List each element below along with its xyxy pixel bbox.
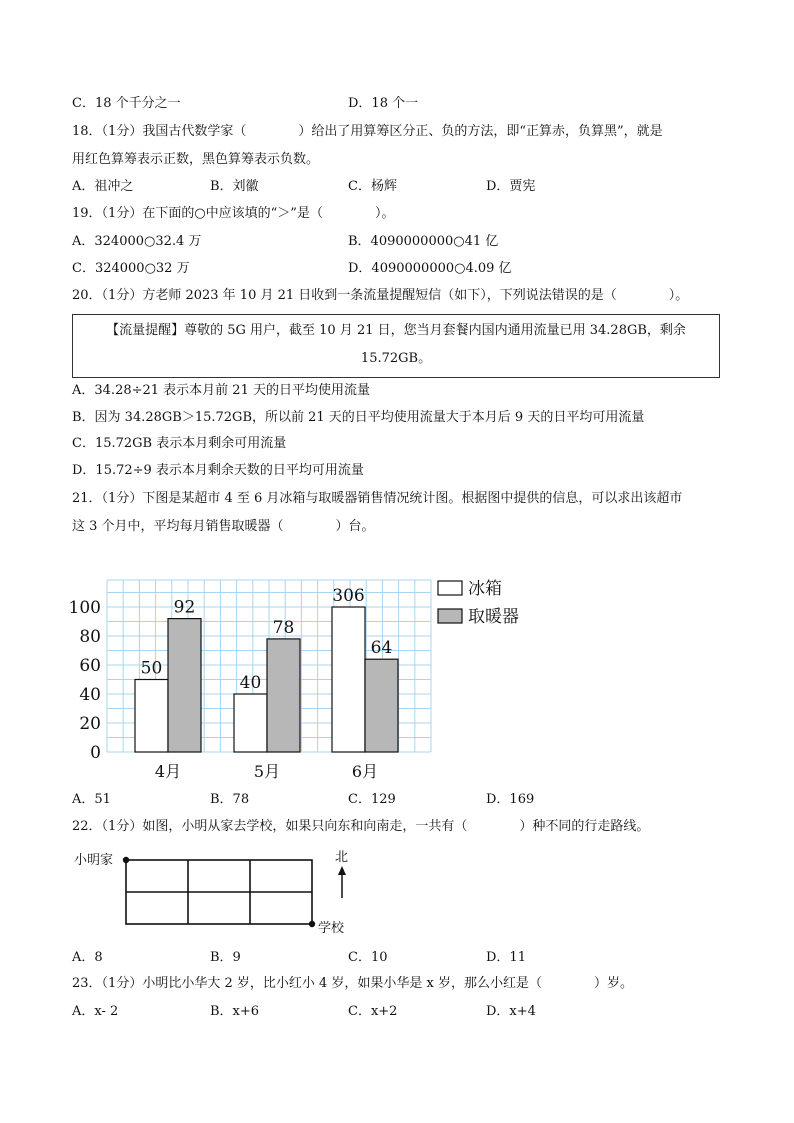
y-tick-label: 40 [79,685,101,705]
q19-option-a: A．324000○32.4 万 [72,234,202,249]
q22-option-a: A．8 [72,950,103,965]
q20-option-c: C．15.72GB 表示本月剩余可用流量 [72,436,287,451]
y-tick-label: 100 [68,598,101,618]
y-tick-label: 60 [79,656,101,676]
route-grid-figure [70,843,370,943]
q21-stem-line2: 这 3 个月中，平均每月销售取暖器（ ）台。 [72,519,375,534]
q20-option-b: B．因为 34.28GB＞15.72GB，所以前 21 天的日平均使用流量大于本月后 9 天的日平均可用流量 [72,410,645,425]
route-grid [126,860,312,924]
q23-option-d: D．x+4 [486,1004,536,1019]
y-tick-label: 20 [79,714,101,734]
q19-stem: 19．（1分）在下面的○中应该填的“＞”是（ ）。 [72,206,395,221]
school-label: 学校 [318,921,345,936]
q20-option-d: D．15.72÷9 表示本月剩余天数的日平均可用流量 [72,463,364,478]
q18-option-c: C．杨辉 [348,179,397,194]
sms-message-box [72,314,720,378]
q21-option-b: B．78 [210,792,250,807]
legend-swatch [438,609,462,623]
q21-option-d: D．169 [486,792,535,807]
bar-value-label: 50 [140,658,163,679]
north-label: 北 [335,850,349,865]
q23-option-a: A．x- 2 [72,1004,119,1019]
home-label: 小明家 [74,853,114,868]
bar-取暖器-5月 [267,639,300,752]
sales-bar-chart [60,565,540,785]
q23-stem: 23．（1分）小明比小华大 2 岁，比小红小 4 岁，如果小华是 x 岁，那么小红是（ ）岁。 [72,976,633,991]
chart-bars [135,607,398,752]
north-arrowhead-icon [338,866,346,875]
legend-swatch [438,581,462,595]
bar-value-label: 40 [239,673,262,693]
bar-冰箱-4月 [135,680,168,753]
sms-message-line2: 15.72GB。 [360,351,432,366]
legend-label: 冰箱 [468,579,502,599]
q21-option-c: C．129 [348,792,396,807]
q22-stem: 22．（1分）如图，小明从家去学校，如果只向东和向南走，一共有（ ）种不同的行走路线。 [72,819,650,834]
q18-stem-line1: 18．（1分）我国古代数学家（ ）给出了用算筹区分正、负的方法，即“正算赤，负算黑”，就是 [72,124,663,139]
q18-option-a: A．祖冲之 [72,179,134,194]
q20-stem: 20．（1分）方老师 2023 年 10 月 21 日收到一条流量提醒短信（如下），下列说法错误的是（ ）。 [72,288,689,303]
q17-option-c: C．18 个千分之一 [72,96,181,111]
q18-option-d: D．贾宪 [486,179,536,194]
q21-option-a: A．51 [72,792,111,807]
x-tick-label: 4月 [154,762,182,781]
chart-legend [438,579,519,627]
x-tick-label: 5月 [253,762,281,781]
bar-取暖器-6月 [365,659,398,752]
q22-option-c: C．10 [348,950,388,965]
x-axis-labels [155,762,378,781]
q18-stem-line2: 用红色算筹表示正数，黑色算筹表示负数。 [72,152,320,167]
q19-option-d: D．4090000000○4.09 亿 [348,261,512,276]
q22-option-b: B．9 [210,950,241,965]
q21-stem-line1: 21．（1分）下图是某超市 4 至 6 月冰箱与取暖器销售情况统计图。根据图中提供的信息，可以求出该超市 [72,491,683,506]
legend-label: 取暖器 [468,607,519,627]
sms-message-line1: 【流量提醒】尊敬的 5G 用户，截至 10 月 21 日，您当月套餐内国内通用流量已用 34.28GB，剩余 [106,323,686,338]
q20-option-a: A．34.28÷21 表示本月前 21 天的日平均使用流量 [72,383,370,398]
q23-option-c: C．x+2 [348,1004,398,1019]
q17-option-d: D．18 个一 [348,96,419,111]
bar-value-label: 78 [272,617,295,638]
bar-value-label: 92 [173,597,196,618]
bar-取暖器-4月 [168,619,201,752]
q19-option-c: C．324000○32 万 [72,261,190,276]
bar-value-label: 64 [370,638,393,659]
y-tick-label: 0 [90,743,101,763]
q19-option-b: B．4090000000○41 亿 [348,234,499,249]
bar-value-label: 306 [332,586,365,606]
y-tick-label: 80 [79,627,101,647]
q23-option-b: B．x+6 [210,1004,260,1019]
x-tick-label: 6月 [351,762,379,781]
bar-冰箱-6月 [332,607,365,752]
home-point [123,857,129,863]
q22-option-d: D．11 [486,950,526,965]
q18-option-b: B．刘徽 [210,179,259,194]
bar-冰箱-5月 [234,694,267,752]
school-point [309,921,315,927]
y-axis-ticks [69,598,101,763]
